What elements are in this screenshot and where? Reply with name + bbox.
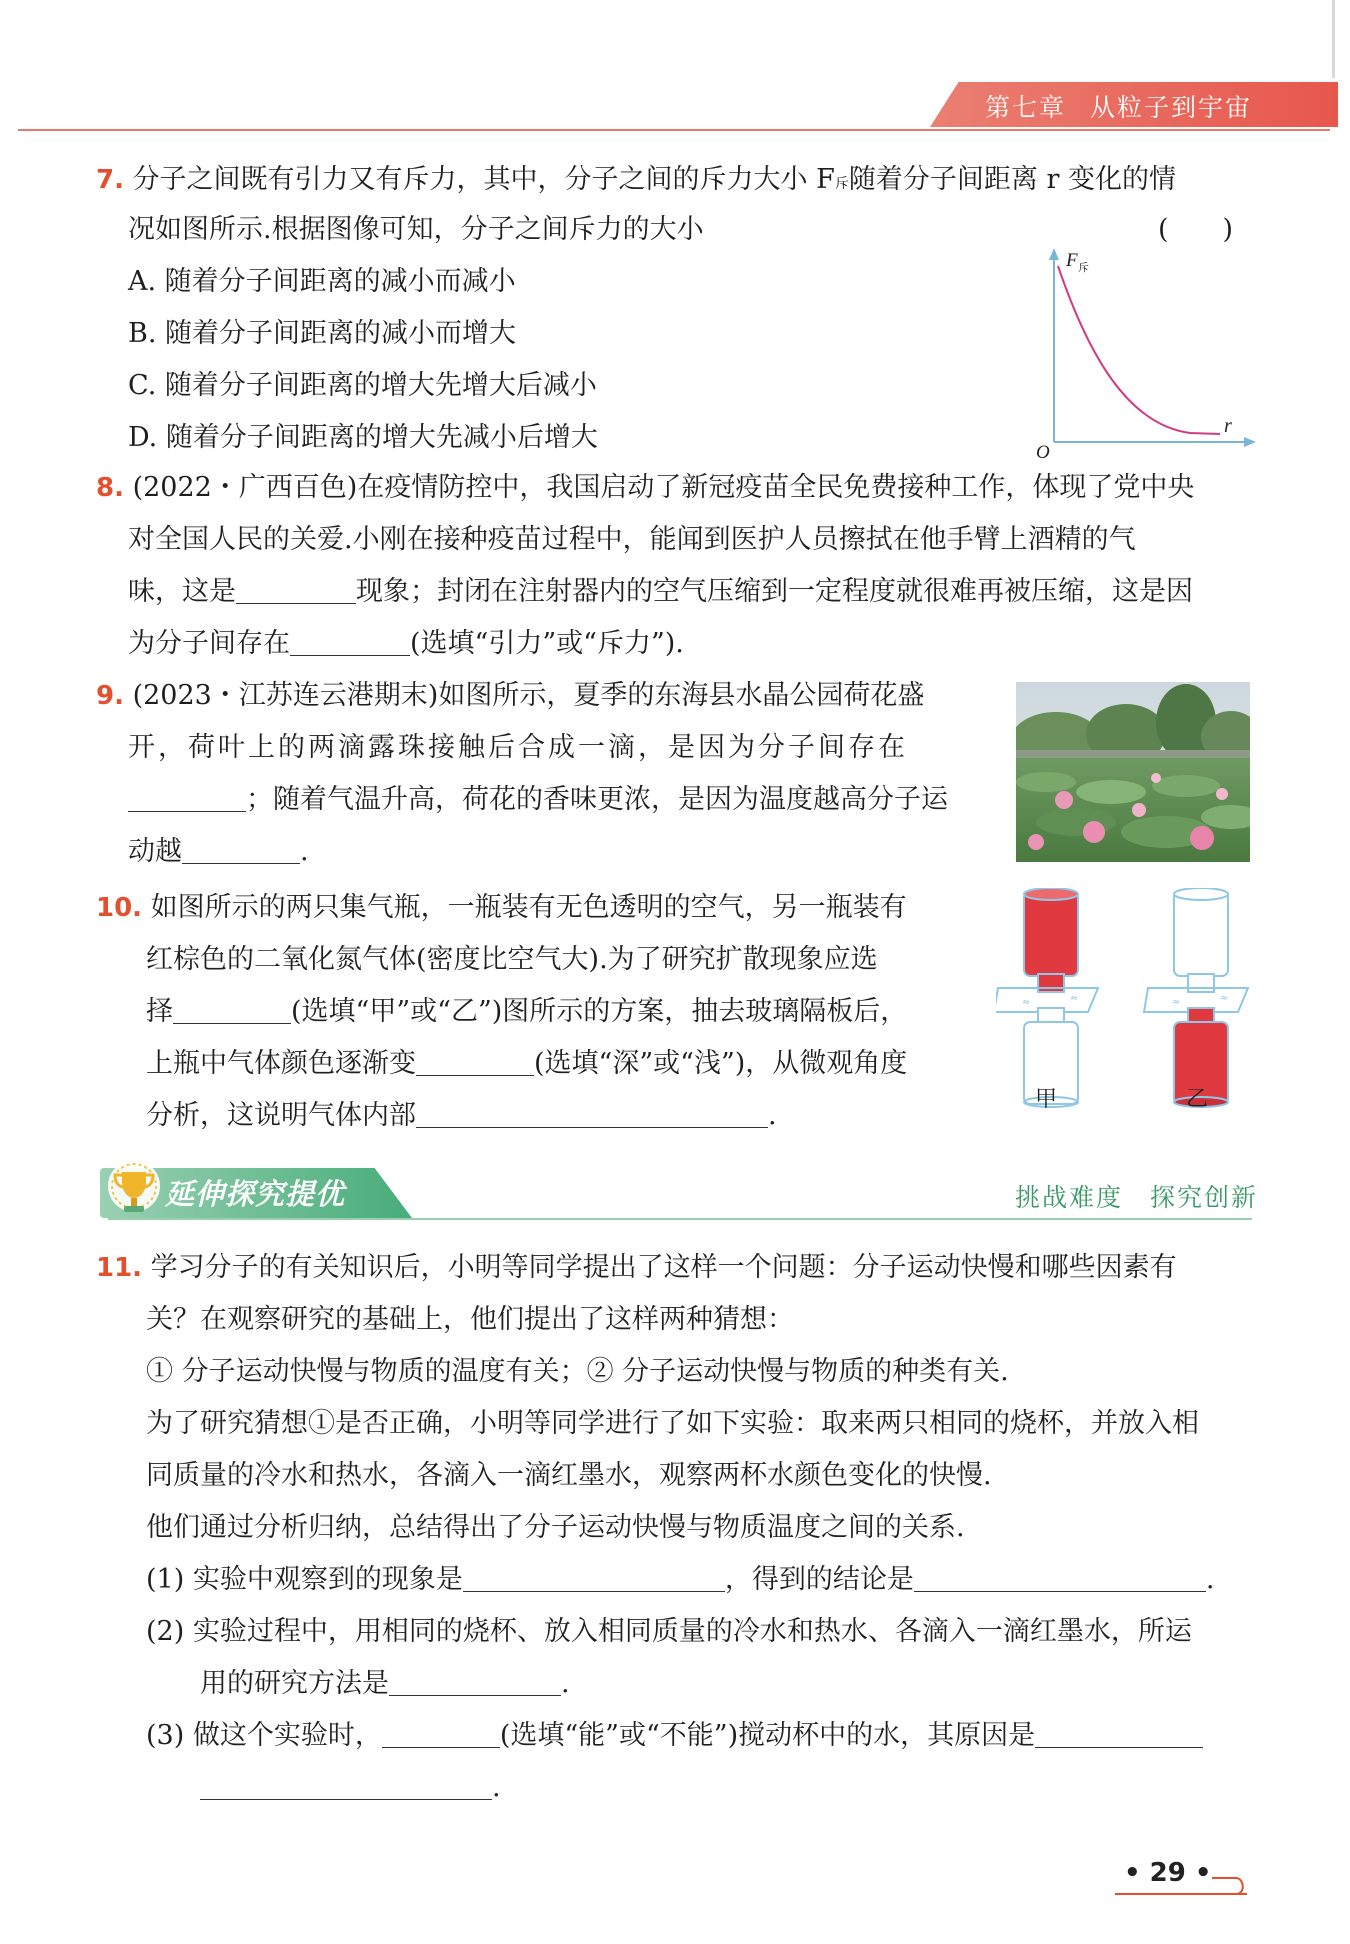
chapter-number: 第七章 [985,93,1067,122]
q8-text-4b: (选填“引力”或“斥力”). [410,628,684,659]
q7-option-c: C. 随着分子间距离的增大先增大后减小 [128,370,597,401]
graph-x-arrow [1244,437,1256,447]
q7-text: 分子之间既有引力又有斥力，其中，分子之间的斥力大小 F [132,164,835,195]
q8-text-4a: 为分子间存在 [128,628,290,659]
q9-line-2: 开，荷叶上的两滴露珠接触后合成一滴，是因为分子间存在 [128,732,908,763]
q11-blank-4[interactable] [382,1720,500,1748]
q11-s3-text-c: . [492,1772,501,1803]
q11-blank-6[interactable] [200,1772,492,1800]
q11-s1-text-b: ，得到的结论是 [724,1564,914,1595]
q8-blank-2[interactable] [290,628,410,656]
graph-origin-label: O [1036,442,1050,462]
jia-upper-jar-red [1024,892,1078,976]
graph-curve [1058,266,1220,434]
q7-answer-paren: ( ) [1158,214,1234,245]
graph-y-subscript: 斥 [1078,262,1089,274]
q10-text-4a: 上瓶中气体颜色逐渐变 [146,1048,416,1079]
q11-sub-3-cont [200,1770,501,1806]
page-edge-line [1332,0,1335,78]
q11-text-1: 学习分子的有关知识后，小明等同学提出了这样一个问题：分子运动快慢和哪些因素有 [150,1252,1177,1283]
label-yi: 乙 [1186,1087,1209,1112]
q8-line-1 [96,470,1194,506]
q7-number: 7. [96,165,124,195]
q10-blank-2[interactable] [416,1048,534,1076]
graph-y-arrow [1049,248,1059,260]
q10-blank-1[interactable] [173,996,291,1024]
q8-blank-1[interactable] [236,576,356,604]
repulsion-force-graph [1020,240,1260,462]
q11-blank-1[interactable] [463,1564,725,1592]
q8-text-1: (2022・广西百色)在疫情防控中，我国启动了新冠疫苗全民免费接种工作，体现了党中央 [132,472,1195,503]
jar-setup-yi [1144,888,1248,1107]
graph-y-label: F [1066,250,1078,271]
q9-line-1 [96,678,924,714]
q9-text-4a: 动越 [128,836,182,867]
q10-number: 10. [96,893,143,923]
q11-s1-text-a: (1) 实验中观察到的现象是 [146,1564,463,1595]
q10-line-5 [146,1098,777,1134]
q7-subscript: 斥 [834,176,849,192]
q7-line-1 [96,162,1176,202]
q10-text-1: 如图所示的两只集气瓶，一瓶装有无色透明的空气，另一瓶装有 [150,892,907,923]
q10-line-1 [96,890,907,926]
q10-line-4 [146,1046,907,1082]
svg-text:≈: ≈ [1070,993,1079,1004]
q7-option-d: D. 随着分子间距离的增大先减小后增大 [128,422,598,453]
q11-sub-3 [146,1718,1203,1754]
q11-s3-text-b: (选填“能”或“不能”)搅动杯中的水，其原因是 [499,1720,1036,1751]
q9-line-4 [128,834,309,870]
q11-s2-text-c: . [561,1668,570,1699]
q10-line-2: 红棕色的二氧化氮气体(密度比空气大).为了研究扩散现象应选 [146,944,878,975]
q11-s1-text-c: . [1205,1564,1215,1595]
q11-line-6: 他们通过分析归纳，总结得出了分子运动快慢与物质温度之间的关系. [146,1512,965,1543]
q7-line-2: 况如图所示.根据图像可知，分子之间斥力的大小 [128,214,704,245]
section-tag: 挑战难度 探究创新 [1015,1183,1259,1212]
label-jia: 甲 [1035,1087,1058,1112]
header-rule [18,129,1330,131]
q10-text-3a: 择 [146,996,173,1027]
q11-s3-text-a: (3) 做这个实验时， [146,1720,382,1751]
svg-text:≈: ≈ [1220,993,1229,1004]
q11-sub-1 [146,1562,1214,1598]
q8-line-3 [128,574,1193,610]
q10-line-3 [146,994,907,1030]
q8-line-4 [128,626,684,662]
yi-upper-jar-clear [1174,892,1228,976]
page-corner-icon [1210,1872,1250,1900]
section-rule [108,1218,1252,1220]
q10-text-3b: (选填“甲”或“乙”)图所示的方案，抽去玻璃隔板后， [291,996,908,1027]
q8-text-3a: 味，这是 [128,576,236,607]
q9-number: 9. [96,681,124,711]
q7-option-a: A. 随着分子间距离的减小而减小 [128,266,516,297]
q11-line-4: 为了研究猜想①是否正确，小明等同学进行了如下实验：取来两只相同的烧杯，并放入相 [146,1408,1199,1439]
q10-text-5a: 分析，这说明气体内部 [146,1100,416,1131]
svg-text:≈: ≈ [1172,997,1181,1008]
q9-text-4b: . [300,836,309,867]
lotus-pond-photo [1016,682,1250,862]
q8-text-3b: 现象；封闭在注射器内的空气压缩到一定程度就很难再被压缩，这是因 [356,576,1193,607]
q11-line-2: 关？在观察研究的基础上，他们提出了这样两种猜想： [146,1304,794,1335]
chapter-title: 从粒子到宇宙 [1090,93,1253,122]
q11-line-1 [96,1250,1177,1286]
page-number: • 29 • [1124,1858,1212,1888]
q10-text-4b: (选填“深”或“浅”)，从微观角度 [534,1048,908,1079]
q8-number: 8. [96,473,124,503]
q11-number: 11. [96,1253,143,1283]
gas-jars-diagram [996,888,1260,1112]
page-number-value: 29 [1149,1858,1186,1888]
svg-text:≈: ≈ [1022,997,1031,1008]
q11-blank-2[interactable] [914,1564,1206,1592]
q8-line-2: 对全国人民的关爱.小刚在接种疫苗过程中，能闻到医护人员擦拭在他手臂上酒精的气 [128,524,1136,555]
q9-blank-1[interactable] [128,784,246,812]
q11-sub-2-cont [200,1666,570,1702]
chapter-header [985,88,1252,124]
q11-line-5: 同质量的冷水和热水，各滴入一滴红墨水，观察两杯水颜色变化的快慢. [146,1460,992,1491]
q9-text-1: (2023・江苏连云港期末)如图所示，夏季的东海县水晶公园荷花盛 [132,680,925,711]
section-title: 延伸探究提优 [165,1177,346,1211]
jar-setup-jia [996,888,1098,1107]
q10-text-5b: . [768,1100,777,1131]
q11-sub-2: (2) 实验过程中，用相同的烧杯、放入相同质量的冷水和热水、各滴入一滴红墨水，所运 [146,1616,1192,1647]
q7-option-b: B. 随着分子间距离的减小而增大 [128,318,517,349]
q9-text-3: ；随着气温升高，荷花的香味更浓，是因为温度越高分子运 [246,784,948,815]
q7-text-b: 随着分子间距离 r 变化的情 [848,164,1176,195]
q10-blank-3[interactable] [416,1100,768,1128]
trophy-icon [104,1160,164,1222]
q9-blank-2[interactable] [182,836,300,864]
q11-blank-5[interactable] [1035,1720,1203,1748]
q11-hypotheses: ① 分子运动快慢与物质的温度有关；② 分子运动快慢与物质的种类有关. [146,1356,1009,1387]
q11-s2-text-b: 用的研究方法是 [200,1668,389,1699]
graph-x-label: r [1224,415,1232,437]
q9-line-3 [128,782,948,818]
q11-blank-3[interactable] [389,1668,561,1696]
